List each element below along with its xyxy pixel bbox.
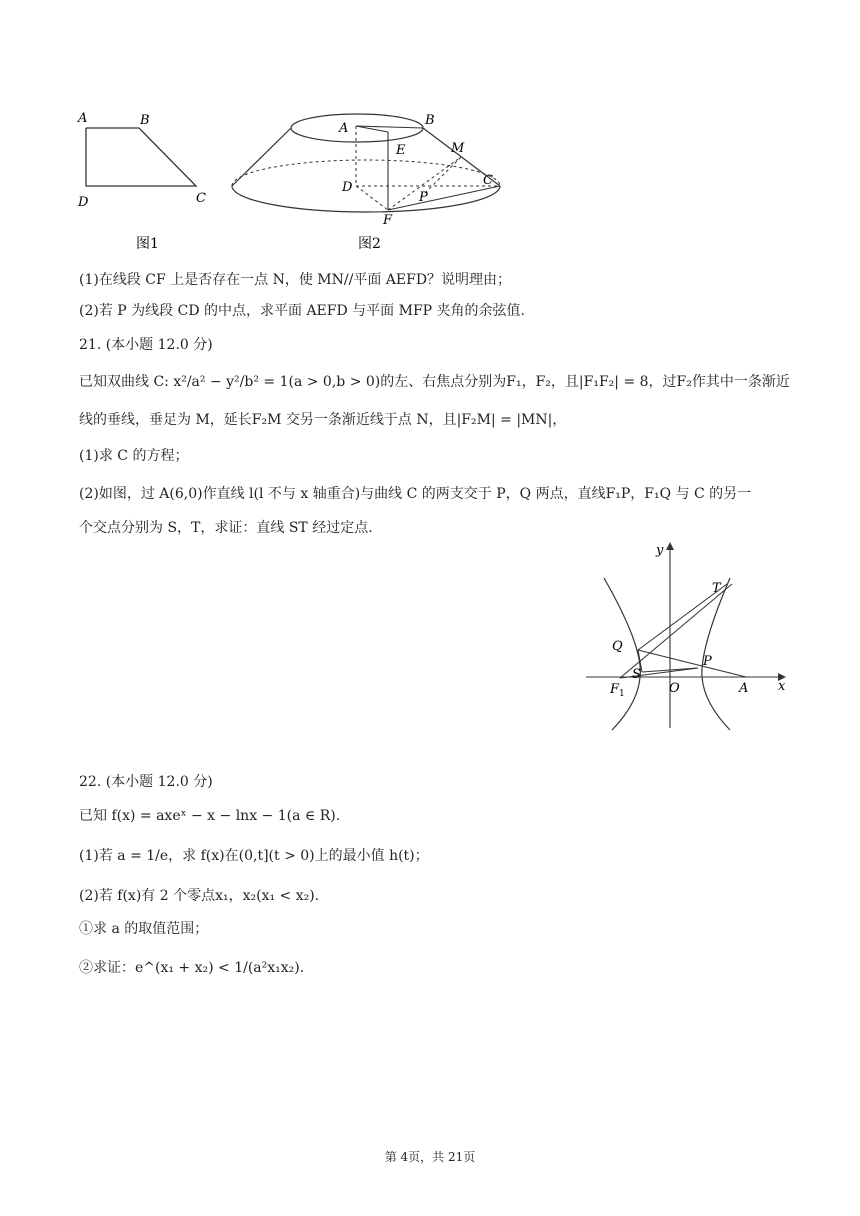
- q22-stem: 已知 f(x) = axeˣ − x − lnx − 1(a ∈ R).: [79, 808, 341, 824]
- fig1-label-a: A: [78, 111, 88, 126]
- fig2-label-e: E: [396, 143, 406, 158]
- fig2-caption: 图2: [358, 236, 381, 252]
- q21-part1: (1)求 C 的方程；: [79, 448, 189, 464]
- q22-sub1: ①求 a 的取值范围；: [79, 921, 209, 937]
- q21-part2-line1: (2)如图，过 A(6,0)作直线 l(l 不与 x 轴重合)与曲线 C 的两支交于 P，Q 两点，直线F₁P，F₁Q 与 C 的另一: [79, 486, 752, 502]
- page-footer: 第 4页，共 21页: [384, 1150, 476, 1164]
- q22-sub2: ②求证：e^(x₁ + x₂) < 1/(a²x₁x₂).: [79, 960, 305, 976]
- fig1-label-b: B: [140, 113, 150, 128]
- q20-part2: (2)若 P 为线段 CD 的中点，求平面 AEFD 与平面 MFP 夹角的余弦值.: [79, 303, 525, 319]
- q20-part1: (1)在线段 CF 上是否存在一点 N，使 MN//平面 AEFD？说明理由；: [79, 272, 512, 288]
- hyp-label-p: P: [703, 654, 712, 669]
- q22-part2: (2)若 f(x)有 2 个零点x₁，x₂(x₁ < x₂).: [79, 888, 320, 904]
- fig2-label-f: F: [383, 213, 393, 228]
- figure-1-trapezoid: [70, 100, 230, 255]
- fig2-label-a: A: [339, 121, 349, 136]
- fig2-label-m: M: [451, 141, 465, 156]
- hyperbola-figure: [582, 538, 792, 733]
- hyp-label-f1: $F_1$: [610, 682, 625, 699]
- fig2-label-p: P: [419, 190, 428, 205]
- fig2-label-b: B: [425, 113, 435, 128]
- hyp-label-x: x: [778, 679, 786, 694]
- fig1-caption: 图1: [136, 236, 159, 252]
- q21-part2-line2: 个交点分别为 S，T，求证：直线 ST 经过定点.: [79, 520, 373, 536]
- hyp-label-q: Q: [612, 639, 623, 654]
- q21-header: 21. (本小题 12.0 分): [79, 337, 213, 353]
- hyp-label-a: A: [739, 681, 749, 696]
- q22-part1: (1)若 a = 1/e，求 f(x)在(0,t](t > 0)上的最小值 h(t)；: [79, 848, 429, 864]
- hyp-label-y: y: [656, 543, 664, 558]
- hyp-label-o: O: [669, 681, 680, 696]
- fig2-label-c: C: [483, 173, 493, 188]
- figure-2-frustum: [225, 100, 515, 255]
- hyp-label-s: S: [632, 667, 641, 682]
- q21-stem-line2: 线的垂线，垂足为 M，延长F₂M 交另一条渐近线于点 N，且|F₂M| = |MN|，: [79, 412, 567, 428]
- fig2-label-d: D: [342, 180, 353, 195]
- q22-header: 22. (本小题 12.0 分): [79, 774, 213, 790]
- fig1-label-d: D: [78, 195, 89, 210]
- fig1-label-c: C: [196, 191, 206, 206]
- q21-stem-line1: 已知双曲线 C: x²/a² − y²/b² = 1(a > 0,b > 0)的左、右焦点分别为F₁，F₂，且|F₁F₂| = 8，过F₂作其中一条渐近: [79, 374, 790, 390]
- hyp-label-t: T: [712, 581, 721, 596]
